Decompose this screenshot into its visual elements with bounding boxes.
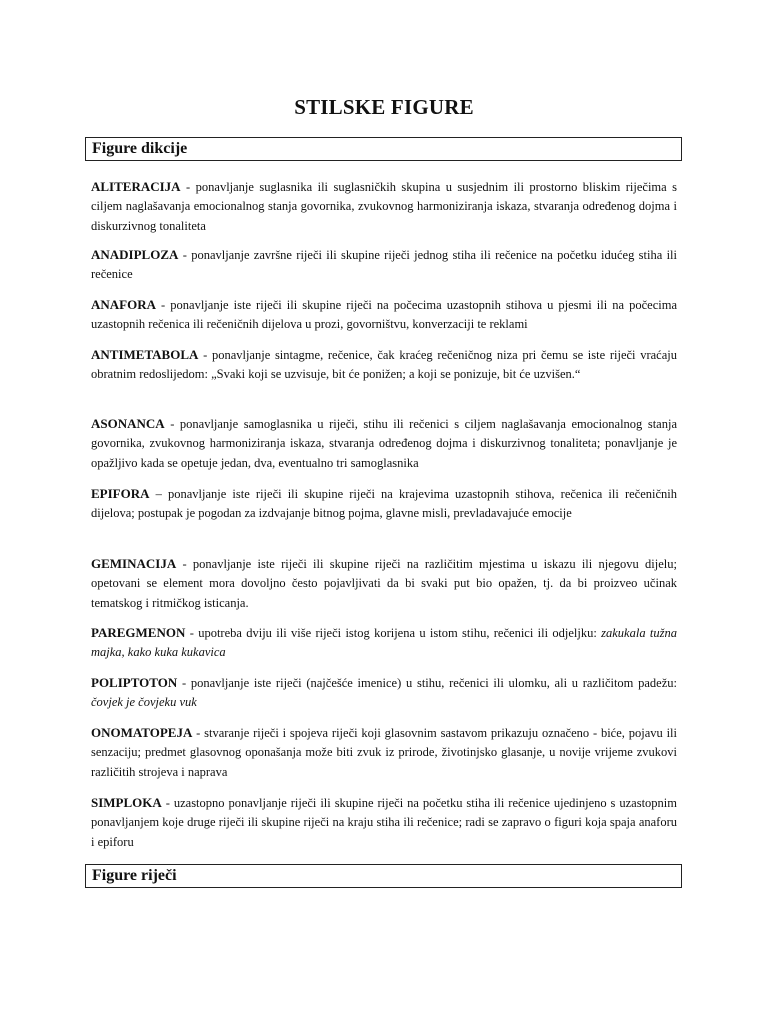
entry-aliteracija [91, 177, 677, 236]
entry-term: EPIFORA [91, 486, 150, 501]
entry-term: ALITERACIJA [91, 179, 181, 194]
entry-separator: - [176, 557, 193, 571]
entry-separator: - [185, 626, 199, 640]
entry-separator: - [156, 298, 171, 312]
entry-paregmenon [91, 623, 677, 663]
entry-definition: ponavljanje iste riječi ili skupine riječi na počecima uzastopnih stihova u pjesmi ili na počecima uzastopnih rečenica ili rečeničnih dijelova u prozi, govorništvu, konverzaciji te reklami [91, 298, 678, 332]
entry-onomatopeja [91, 723, 677, 782]
entry-anafora [91, 295, 677, 335]
entry-term: SIMPLOKA [91, 795, 162, 810]
entry-anadiploza [91, 245, 677, 285]
entry-definition: ponavljanje suglasnika ili suglasničkih skupina u susjednim ili prostorno bliskim riječima s ciljem naglašavanja emocionalnog stanja govornika, zvukovnog harmoniziranja iskaza, stvaranja određenog dojma i diskurzivnog tonaliteta [91, 180, 677, 233]
entry-term: ASONANCA [91, 416, 165, 431]
entry-definition: ponavljanje samoglasnika u riječi, stihu ili rečenici s ciljem naglašavanja emocionalnog stanja govornika, zvukovnog harmoniziranja iskaza, stvaranja određenog dojma i diskurzivnog tonaliteta; ponavljanje je opažljivo kada se opetuje jedan, dva, eventualno tri samoglasnika [91, 417, 677, 470]
entry-separator: – [149, 487, 168, 501]
entry-definition: stvaranje riječi i spojeva riječi koji glasovnim sastavom prikazuju označeno - biće, pojavu ili senzaciju; predmet glasovnog oponašanja može biti zvuk iz prirode, životinjsko glasanje, u novije vrijeme zvukovi različitih strojeva i naprava [91, 726, 677, 779]
entry-term: ANTIMETABOLA [91, 347, 199, 362]
entry-definition: ponavljanje završne riječi ili skupine riječi jednog stiha ili rečenice na početku idućeg stiha ili rečenice [91, 248, 677, 282]
entry-definition: upotreba dviju ili više riječi istog korijena u istom stihu, rečenici ili odjeljku: [198, 626, 602, 640]
entry-definition: ponavljanje sintagme, rečenice, čak kraćeg rečeničnog niza pri čemu se iste riječi vraćaju obratnim redoslijedom: „Svaki koji se uzvisuje, bit će ponižen; a koji se ponizuje, bit će uzvišen.“ [91, 348, 677, 382]
entry-definition: uzastopno ponavljanje riječi ili skupine riječi na početku stiha ili rečenice ujedinjeno s uzastopnim ponavljanjem koje druge riječi ili skupine riječi na kraju stiha ili rečenice; radi se zapravo o figuri koja spaja anaforu i epiforu [91, 796, 677, 849]
entry-asonanca [91, 414, 677, 473]
entry-definition: ponavljanje iste riječi ili skupine riječi na različitim mjestima u iskazu ili njegovu dijelu; opetovani se element mora dovoljno često pojavljivati da bi svaki put bio opažen, tj. da bi proizveo učinak tematskog i ritmičkog isticanja. [91, 557, 677, 610]
entry-separator: - [180, 180, 196, 194]
entry-term: ONOMATOPEJA [91, 725, 193, 740]
entry-separator: - [192, 726, 205, 740]
entry-separator: - [161, 796, 174, 810]
entry-term: POLIPTOTON [91, 675, 178, 690]
entry-geminacija [91, 554, 677, 613]
entry-term: PAREGMENON [91, 625, 186, 640]
entry-term: GEMINACIJA [91, 556, 177, 571]
entry-epifora [91, 484, 677, 524]
entry-antimetabola [91, 345, 677, 385]
entry-example: čovjek je čovjeku vuk [91, 695, 197, 710]
section-heading-figure-dikcije: Figure dikcije [85, 137, 682, 161]
entry-term: ANADIPLOZA [91, 247, 179, 262]
entry-definition: ponavljanje iste riječi (najčešće imenice) u stihu, rečenici ili ulomku, ali u različitom padežu: [190, 676, 677, 690]
entry-definition: ponavljanje iste riječi ili skupine riječi na krajevima uzastopnih stihova, rečenica ili rečeničnih dijelova; postupak je pogodan za izdvajanje bitnog pojma, glavne misli, prevladavajuće emocije [91, 487, 678, 521]
entry-term: ANAFORA [91, 297, 156, 312]
entry-separator: - [178, 248, 192, 262]
entry-simploka [91, 793, 677, 852]
page-title: STILSKE FIGURE [294, 95, 474, 119]
section-heading-figure-rijeci: Figure riječi [85, 864, 682, 888]
entry-separator: - [177, 676, 191, 690]
entry-poliptoton [91, 673, 677, 713]
entry-separator: - [198, 348, 212, 362]
entry-separator: - [164, 417, 180, 431]
entry-example: zakukala tužna majka, kako kuka kukavica [91, 626, 677, 660]
